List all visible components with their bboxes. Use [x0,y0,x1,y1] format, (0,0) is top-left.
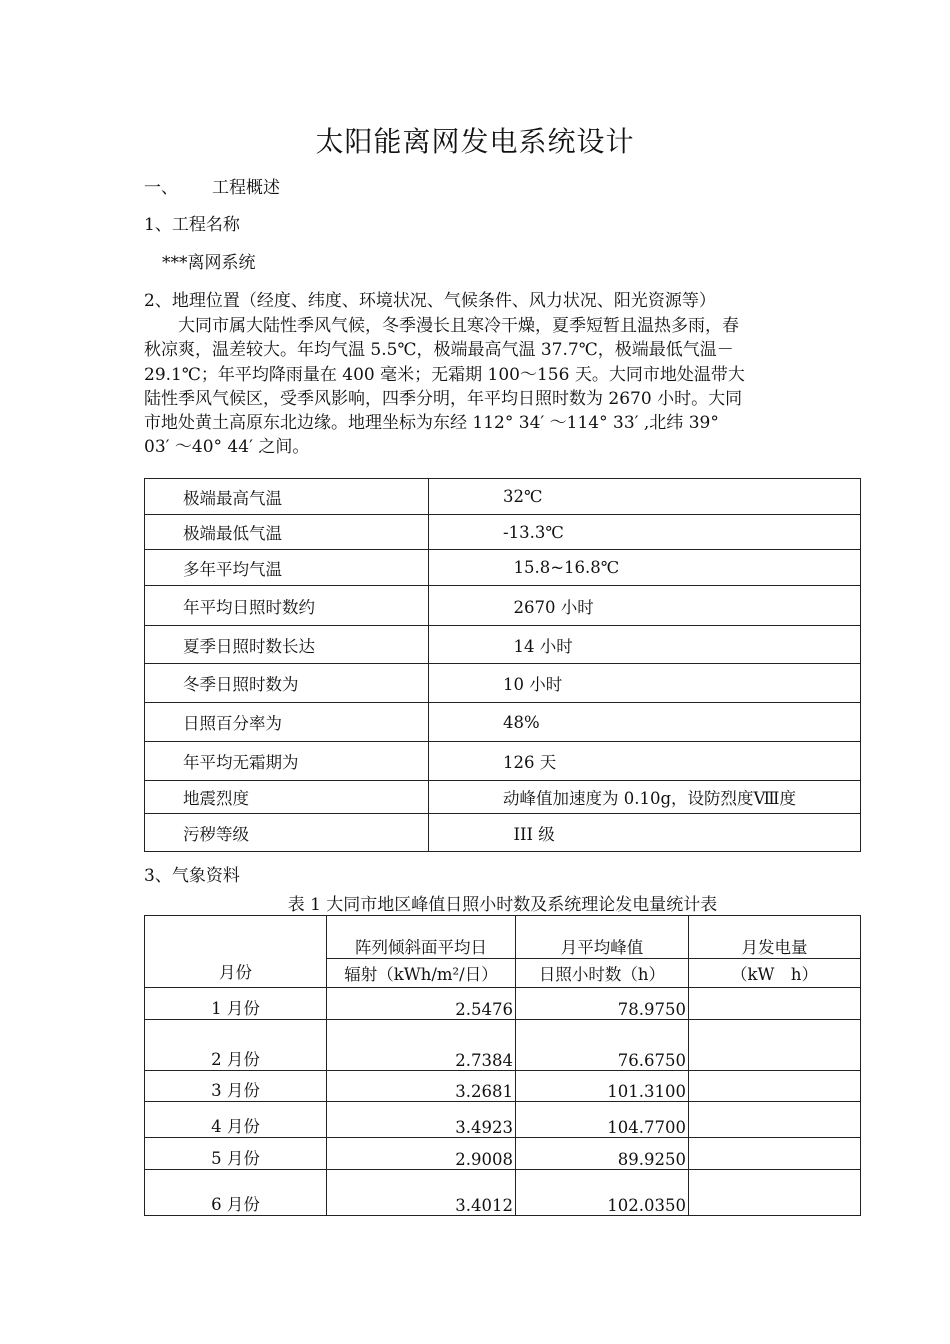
header-peak-line2: 日照小时数（h） [516,959,689,988]
month-cell: 3 月份 [145,1071,327,1102]
generation-cell [689,1138,861,1170]
month-cell: 6 月份 [145,1170,327,1216]
paragraph-line: 03′ ～40° 44′ 之间。 [144,437,310,458]
table-row [145,664,861,703]
peak-hours-cell: 76.6750 [516,1020,689,1071]
header-radiation-line2: 辐射（kWh/m²/日） [327,959,516,988]
item1-value: ***离网系统 [162,253,256,273]
climate-value: 15.8~16.8℃ [429,550,861,586]
radiation-cell: 2.5476 [327,988,516,1020]
table-row [145,1020,861,1071]
item2-label: 2、地理位置（经度、纬度、环境状况、气候条件、风力状况、阳光资源等） [144,291,716,311]
month-cell: 4 月份 [145,1102,327,1138]
generation-cell [689,1071,861,1102]
radiation-cell: 2.9008 [327,1138,516,1170]
climate-value: 2670 小时 [429,586,861,626]
table-row [145,781,861,814]
section1-heading-number: 一、 [144,178,178,198]
paragraph-line: 市地处黄土高原东北边缘。地理坐标为东经 112° 34′ ～114° 33′ ,北纬 39° [144,413,719,434]
month-cell: 1 月份 [145,988,327,1020]
document-title: 太阳能离网发电系统设计 [315,125,635,158]
climate-key: 多年平均气温 [145,550,429,586]
climate-key: 冬季日照时数为 [145,664,429,703]
table-caption: 表 1 大同市地区峰值日照小时数及系统理论发电量统计表 [287,895,718,915]
climate-key: 年平均无霜期为 [145,742,429,781]
header-peak-line1: 月平均峰值 [516,916,689,959]
climate-value: 48% [429,703,861,742]
table-row [145,550,861,586]
radiation-cell: 3.2681 [327,1071,516,1102]
climate-key: 年平均日照时数约 [145,586,429,626]
generation-cell [689,1102,861,1138]
table-row [145,1138,861,1170]
table-row [145,703,861,742]
paragraph-line: 陆性季风气候区，受季风影响，四季分明，年平均日照时数为 2670 小时。大同 [144,388,743,409]
paragraph-line: 大同市属大陆性季风气候，冬季漫长且寒冷干燥，夏季短暂且温热多雨，春 [144,316,739,336]
section1-heading [144,173,280,198]
paragraph-line: 秋凉爽，温差较大。年均气温 5.5℃，极端最高气温 37.7℃，极端最低气温－ [144,340,734,361]
climate-value: 14 小时 [429,626,861,664]
climate-key: 夏季日照时数长达 [145,626,429,664]
climate-value: 126 天 [429,742,861,781]
climate-value: III 级 [429,814,861,852]
table-row [145,479,861,515]
climate-key: 日照百分率为 [145,703,429,742]
location-paragraph [144,314,824,460]
solar-table [144,915,861,1216]
climate-value: 动峰值加速度为 0.10g，设防烈度Ⅷ度 [429,781,861,814]
table-row [145,586,861,626]
header-month: 月份 [145,916,327,988]
table-header-row [145,916,861,959]
climate-key: 地震烈度 [145,781,429,814]
table-row [145,626,861,664]
climate-value: -13.3℃ [429,515,861,550]
table-row [145,1170,861,1216]
radiation-cell: 3.4012 [327,1170,516,1216]
section1-heading-text: 工程概述 [212,178,280,198]
table-row [145,742,861,781]
climate-key: 极端最高气温 [145,479,429,515]
peak-hours-cell: 101.3100 [516,1071,689,1102]
item1-label: 1、工程名称 [144,215,240,235]
generation-cell [689,1170,861,1216]
header-generation-line2: （kW h） [689,959,861,988]
paragraph-line: 29.1℃；年平均降雨量在 400 毫米；无霜期 100～156 天。大同市地处温带大 [144,364,745,385]
month-cell: 2 月份 [145,1020,327,1071]
radiation-cell: 2.7384 [327,1020,516,1071]
table-row [145,988,861,1020]
climate-key: 污秽等级 [145,814,429,852]
climate-key: 极端最低气温 [145,515,429,550]
peak-hours-cell: 104.7700 [516,1102,689,1138]
section3-label: 3、气象资料 [144,866,240,886]
climate-table [144,478,861,852]
table-row [145,1102,861,1138]
generation-cell [689,988,861,1020]
peak-hours-cell: 78.9750 [516,988,689,1020]
month-cell: 5 月份 [145,1138,327,1170]
table-row [145,1071,861,1102]
climate-value: 10 小时 [429,664,861,703]
generation-cell [689,1020,861,1071]
table-row [145,515,861,550]
climate-value: 32℃ [429,479,861,515]
peak-hours-cell: 102.0350 [516,1170,689,1216]
peak-hours-cell: 89.9250 [516,1138,689,1170]
header-radiation-line1: 阵列倾斜面平均日 [327,916,516,959]
header-generation-line1: 月发电量 [689,916,861,959]
table-row [145,814,861,852]
radiation-cell: 3.4923 [327,1102,516,1138]
